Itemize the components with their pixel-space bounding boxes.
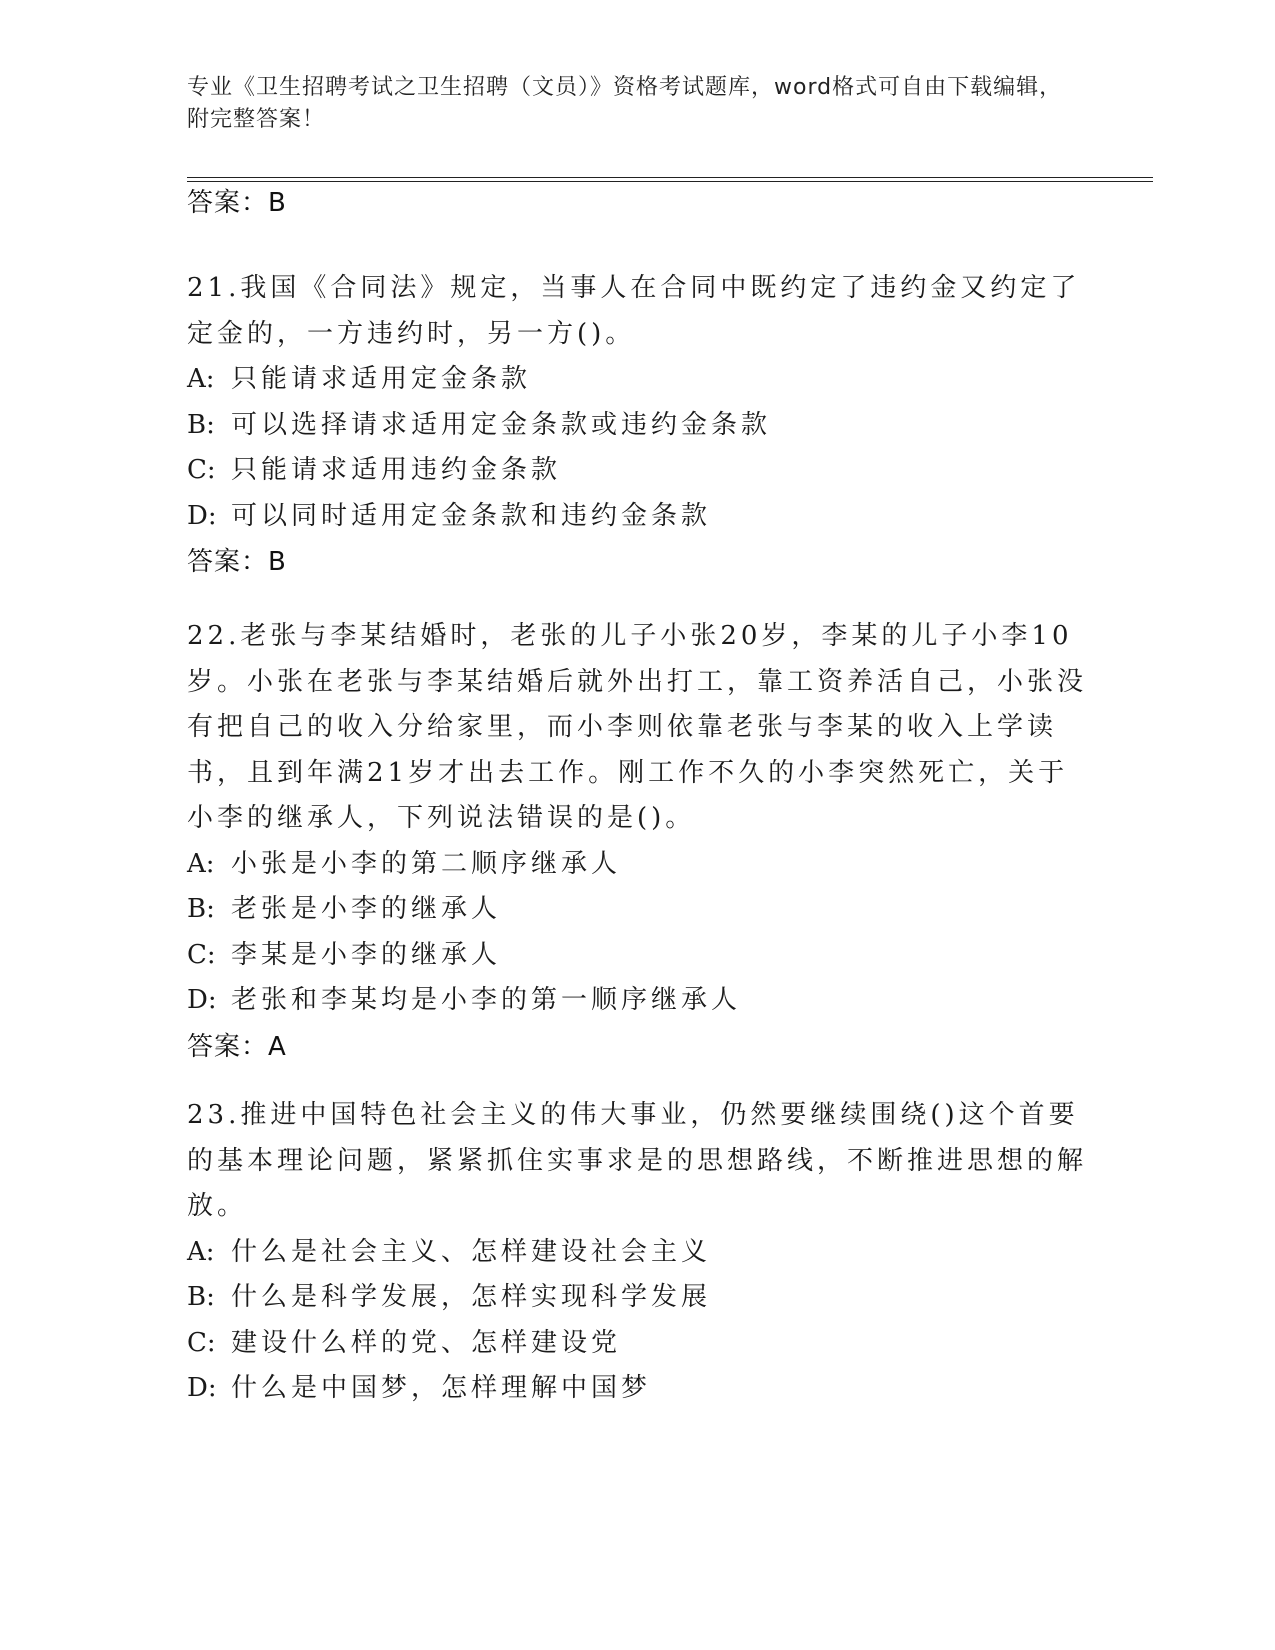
option-text: 建设什么样的党、怎样建设党 — [231, 1327, 622, 1358]
option-letter: C: — [187, 1327, 216, 1358]
option-a — [187, 842, 1087, 888]
previous-answer-block — [187, 180, 1087, 226]
answer-label: 答案：A — [187, 1031, 287, 1062]
question-text: 21.我国《合同法》规定，当事人在合同中既约定了违约金又约定了定金的，一方违约时，另一方()。 — [187, 273, 1081, 349]
option-letter: C: — [187, 455, 216, 485]
document-header: 专业《卫生招聘考试之卫生招聘（文员）》资格考试题库，word格式可自由下载编辑，附完整答案！ — [187, 75, 1063, 132]
option-letter: A: — [187, 848, 215, 879]
option-text: 老张和李某均是小李的第一顺序继承人 — [231, 985, 742, 1015]
option-c — [187, 448, 1087, 494]
option-letter: D: — [187, 500, 217, 531]
option-letter: B: — [187, 1282, 215, 1312]
option-b — [187, 887, 1087, 933]
option-text: 可以同时适用定金条款和违约金条款 — [231, 500, 712, 531]
option-letter: B: — [187, 894, 215, 924]
option-text: 什么是科学发展，怎样实现科学发展 — [231, 1282, 712, 1312]
option-b — [187, 1275, 1087, 1321]
option-text: 小张是小李的第二顺序继承人 — [231, 848, 622, 879]
option-text: 可以选择请求适用定金条款或违约金条款 — [231, 409, 772, 440]
option-letter: B: — [187, 409, 215, 440]
question-text: 23.推进中国特色社会主义的伟大事业，仍然要继续围绕()这个首要的基本理论问题，紧紧抓住实事求是的思想路线，不断推进思想的解放。 — [187, 1100, 1088, 1221]
option-c — [187, 1321, 1087, 1367]
option-text: 只能请求适用定金条款 — [231, 364, 532, 394]
option-b — [187, 403, 1087, 449]
question-block-21 — [187, 266, 1087, 585]
option-d — [187, 1366, 1087, 1412]
answer-label: 答案：B — [187, 188, 287, 218]
question-text: 22.老张与李某结婚时，老张的儿子小张20岁，李某的儿子小李10岁。小张在老张与李某结婚后就外出打工，靠工资养活自己，小张没有把自己的收入分给家里，而小李则依靠老张与李某的收入上学读书，且到年满21岁才出去工作。刚工作不久的小李突然死亡，关于小李的继承人，下列说法错误的是()。 — [187, 621, 1088, 833]
option-text: 只能请求适用违约金条款 — [231, 455, 562, 485]
option-a — [187, 1230, 1087, 1276]
option-letter: A: — [187, 1236, 215, 1267]
option-letter: A: — [187, 364, 215, 394]
header-divider-top — [187, 177, 1153, 178]
answer-label: 答案：B — [187, 547, 287, 577]
question-block-23 — [187, 1093, 1087, 1412]
option-text: 老张是小李的继承人 — [231, 894, 502, 924]
option-text: 李某是小李的继承人 — [231, 939, 502, 970]
question-block-22 — [187, 614, 1087, 1070]
option-d — [187, 978, 1087, 1024]
option-letter: C: — [187, 939, 216, 970]
option-text: 什么是中国梦，怎样理解中国梦 — [231, 1373, 652, 1403]
option-text: 什么是社会主义、怎样建设社会主义 — [231, 1236, 712, 1267]
option-a — [187, 357, 1087, 403]
option-letter: D: — [187, 1373, 217, 1403]
option-c — [187, 933, 1087, 979]
option-d — [187, 494, 1087, 540]
option-letter: D: — [187, 985, 217, 1015]
